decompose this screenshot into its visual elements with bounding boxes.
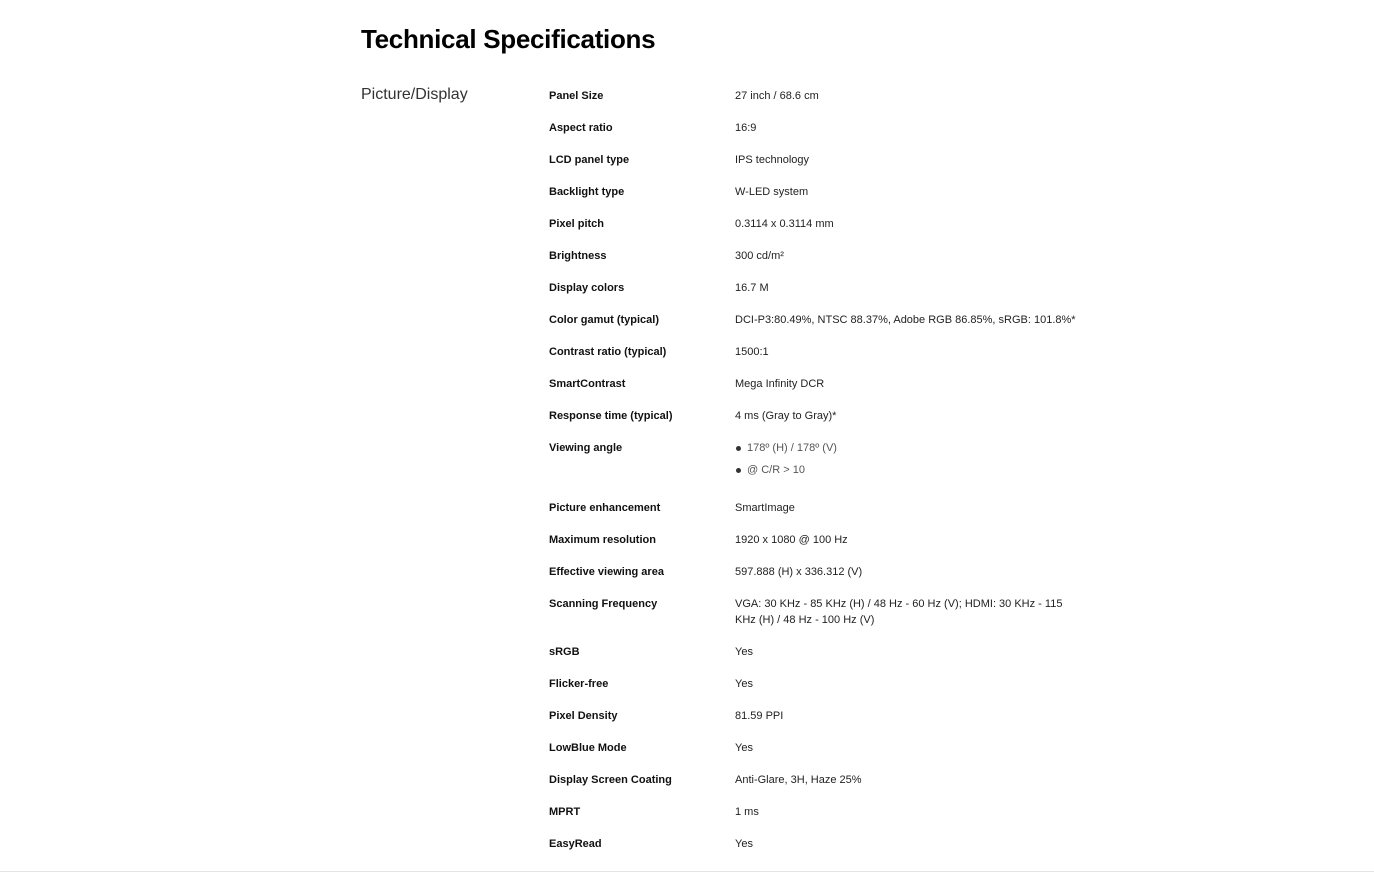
spec-row bbox=[549, 772, 1089, 804]
spec-label: Response time (typical) bbox=[549, 410, 673, 422]
spec-label: Display colors bbox=[549, 282, 625, 294]
spec-value: DCI-P3:80.49%, NTSC 88.37%, Adobe RGB 86.85%, sRGB: 101.8%* bbox=[735, 314, 1076, 326]
spec-label: Brightness bbox=[549, 250, 607, 262]
spec-label: Picture enhancement bbox=[549, 502, 661, 514]
spec-label: Panel Size bbox=[549, 90, 604, 102]
divider bbox=[0, 871, 1374, 872]
spec-row bbox=[549, 564, 1089, 596]
spec-row bbox=[549, 804, 1089, 836]
spec-label: Pixel pitch bbox=[549, 218, 605, 230]
spec-label: EasyRead bbox=[549, 838, 602, 850]
spec-value: VGA: 30 KHz - 85 KHz (H) / 48 Hz - 60 Hz (V); HDMI: 30 KHz - 115 KHz (H) / 48 Hz - 100 Hz (V) bbox=[735, 598, 1063, 626]
spec-row bbox=[549, 708, 1089, 740]
spec-value: Yes bbox=[735, 838, 753, 850]
list-item: 178º (H) / 178º (V) bbox=[735, 440, 1089, 456]
spec-row bbox=[549, 408, 1089, 440]
spec-label: Effective viewing area bbox=[549, 566, 664, 578]
spec-label: Color gamut (typical) bbox=[549, 314, 660, 326]
section-label-picture-display: Picture/Display bbox=[361, 86, 468, 103]
spec-label: Pixel Density bbox=[549, 710, 618, 722]
spec-table bbox=[549, 88, 1089, 868]
spec-value bbox=[735, 440, 1089, 484]
spec-label: Maximum resolution bbox=[549, 534, 656, 546]
spec-value: 597.888 (H) x 336.312 (V) bbox=[735, 566, 863, 578]
spec-value: SmartImage bbox=[735, 502, 795, 514]
spec-value: Mega Infinity DCR bbox=[735, 378, 825, 390]
spec-row bbox=[549, 184, 1089, 216]
spec-row bbox=[549, 836, 1089, 868]
spec-value: 16:9 bbox=[735, 122, 757, 134]
page-title: Technical Specifications bbox=[361, 24, 656, 54]
spec-label: LowBlue Mode bbox=[549, 742, 627, 754]
spec-row bbox=[549, 216, 1089, 248]
spec-row bbox=[549, 344, 1089, 376]
spec-row bbox=[549, 440, 1089, 500]
spec-row bbox=[549, 120, 1089, 152]
spec-row bbox=[549, 644, 1089, 676]
spec-value: 16.7 M bbox=[735, 282, 769, 294]
spec-row bbox=[549, 532, 1089, 564]
spec-value: IPS technology bbox=[735, 154, 809, 166]
spec-value: 1 ms bbox=[735, 806, 759, 818]
spec-label: Backlight type bbox=[549, 186, 625, 198]
spec-label: Aspect ratio bbox=[549, 122, 613, 134]
spec-row bbox=[549, 740, 1089, 772]
spec-label: MPRT bbox=[549, 806, 581, 818]
spec-value: 81.59 PPI bbox=[735, 710, 784, 722]
spec-row bbox=[549, 248, 1089, 280]
spec-value: 27 inch / 68.6 cm bbox=[735, 90, 819, 102]
spec-value: Yes bbox=[735, 646, 753, 658]
spec-value: Yes bbox=[735, 742, 753, 754]
spec-row bbox=[549, 88, 1089, 120]
spec-row bbox=[549, 152, 1089, 184]
spec-value: 300 cd/m² bbox=[735, 250, 784, 262]
spec-row bbox=[549, 312, 1089, 344]
spec-row bbox=[549, 376, 1089, 408]
spec-row bbox=[549, 500, 1089, 532]
spec-label: Flicker-free bbox=[549, 678, 609, 690]
spec-value: Anti-Glare, 3H, Haze 25% bbox=[735, 774, 862, 786]
spec-label: Scanning Frequency bbox=[549, 598, 658, 610]
spec-label: SmartContrast bbox=[549, 378, 626, 390]
spec-value: 1920 x 1080 @ 100 Hz bbox=[735, 534, 848, 546]
spec-row bbox=[549, 280, 1089, 312]
spec-label: Viewing angle bbox=[549, 442, 623, 454]
spec-value: 1500:1 bbox=[735, 346, 769, 358]
spec-label: Display Screen Coating bbox=[549, 774, 672, 786]
spec-label: Contrast ratio (typical) bbox=[549, 346, 667, 358]
spec-row bbox=[549, 676, 1089, 708]
viewing-angle-list bbox=[735, 440, 1089, 478]
spec-value: Yes bbox=[735, 678, 753, 690]
spec-label: sRGB bbox=[549, 646, 580, 658]
spec-label: LCD panel type bbox=[549, 154, 630, 166]
spec-value: 0.3114 x 0.3114 mm bbox=[735, 218, 834, 230]
list-item: @ C/R > 10 bbox=[735, 462, 1089, 478]
spec-row bbox=[549, 596, 1089, 644]
spec-value: 4 ms (Gray to Gray)* bbox=[735, 410, 837, 422]
spec-value: W-LED system bbox=[735, 186, 809, 198]
